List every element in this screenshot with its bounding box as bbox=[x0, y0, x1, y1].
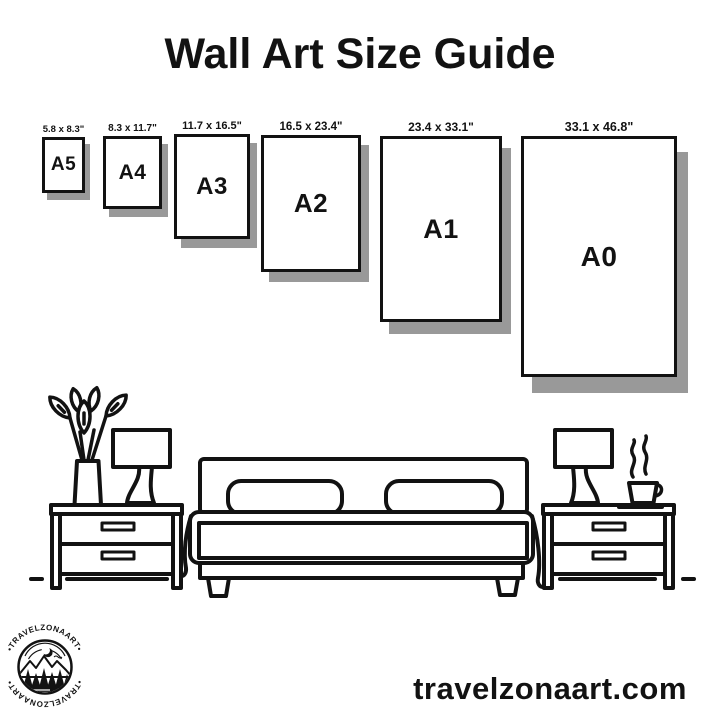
frame-a2 bbox=[261, 121, 361, 272]
nightstand-right-icon bbox=[543, 505, 674, 588]
frame-a0 bbox=[521, 120, 677, 377]
pillow-right bbox=[386, 481, 502, 514]
drawer-handle bbox=[593, 552, 625, 559]
bed-base bbox=[200, 563, 523, 578]
bed-leg-left bbox=[208, 578, 229, 596]
frame-a2-size-label: 16.5 x 23.4" bbox=[279, 121, 343, 133]
frame-a3 bbox=[174, 120, 250, 239]
frame-a0-size-label: 33.1 x 46.8" bbox=[564, 120, 634, 134]
bedroom-scene-illustration bbox=[0, 385, 720, 605]
table-lamp-left-icon bbox=[113, 430, 170, 503]
badge-ring-text-bottom: •TRAVELZONAART• bbox=[4, 678, 85, 709]
table-lamp-right-icon bbox=[555, 430, 612, 503]
coffee-cup-icon bbox=[619, 436, 662, 507]
frame-a3-letter: A3 bbox=[196, 172, 228, 200]
bed-icon bbox=[180, 459, 546, 596]
nightstand-left-icon bbox=[51, 505, 182, 588]
frame-a3-size-label: 11.7 x 16.5" bbox=[182, 120, 242, 132]
frame-a5-size-label: 5.8 x 8.3" bbox=[42, 124, 85, 135]
page-title: Wall Art Size Guide bbox=[164, 30, 556, 78]
drawer-handle bbox=[102, 523, 134, 530]
frame-a5-letter: A5 bbox=[50, 154, 77, 175]
vase bbox=[75, 461, 102, 505]
frame-a0-letter: A0 bbox=[580, 240, 618, 272]
badge-ring-text-top: •TRAVELZONAART• bbox=[5, 622, 84, 653]
frame-a1-size-label: 23.4 x 33.1" bbox=[408, 120, 474, 134]
brand-badge bbox=[0, 620, 92, 712]
drawer-handle bbox=[593, 523, 625, 530]
website-url: travelzonaart.com bbox=[413, 671, 687, 706]
pillow-left bbox=[228, 481, 342, 514]
frame-a1 bbox=[380, 120, 502, 322]
steam-icon bbox=[632, 440, 635, 477]
frame-a4-letter: A4 bbox=[118, 160, 147, 184]
frame-a5 bbox=[42, 124, 85, 193]
mattress bbox=[190, 512, 533, 563]
cup-body bbox=[629, 483, 657, 503]
bed-leg-right bbox=[497, 578, 518, 595]
frame-a4 bbox=[103, 123, 162, 209]
frame-a1-letter: A1 bbox=[423, 213, 459, 244]
steam-icon bbox=[644, 436, 647, 474]
frame-a2-letter: A2 bbox=[293, 188, 329, 218]
frame-a4-size-label: 8.3 x 11.7" bbox=[108, 123, 157, 134]
drawer-handle bbox=[102, 552, 134, 559]
